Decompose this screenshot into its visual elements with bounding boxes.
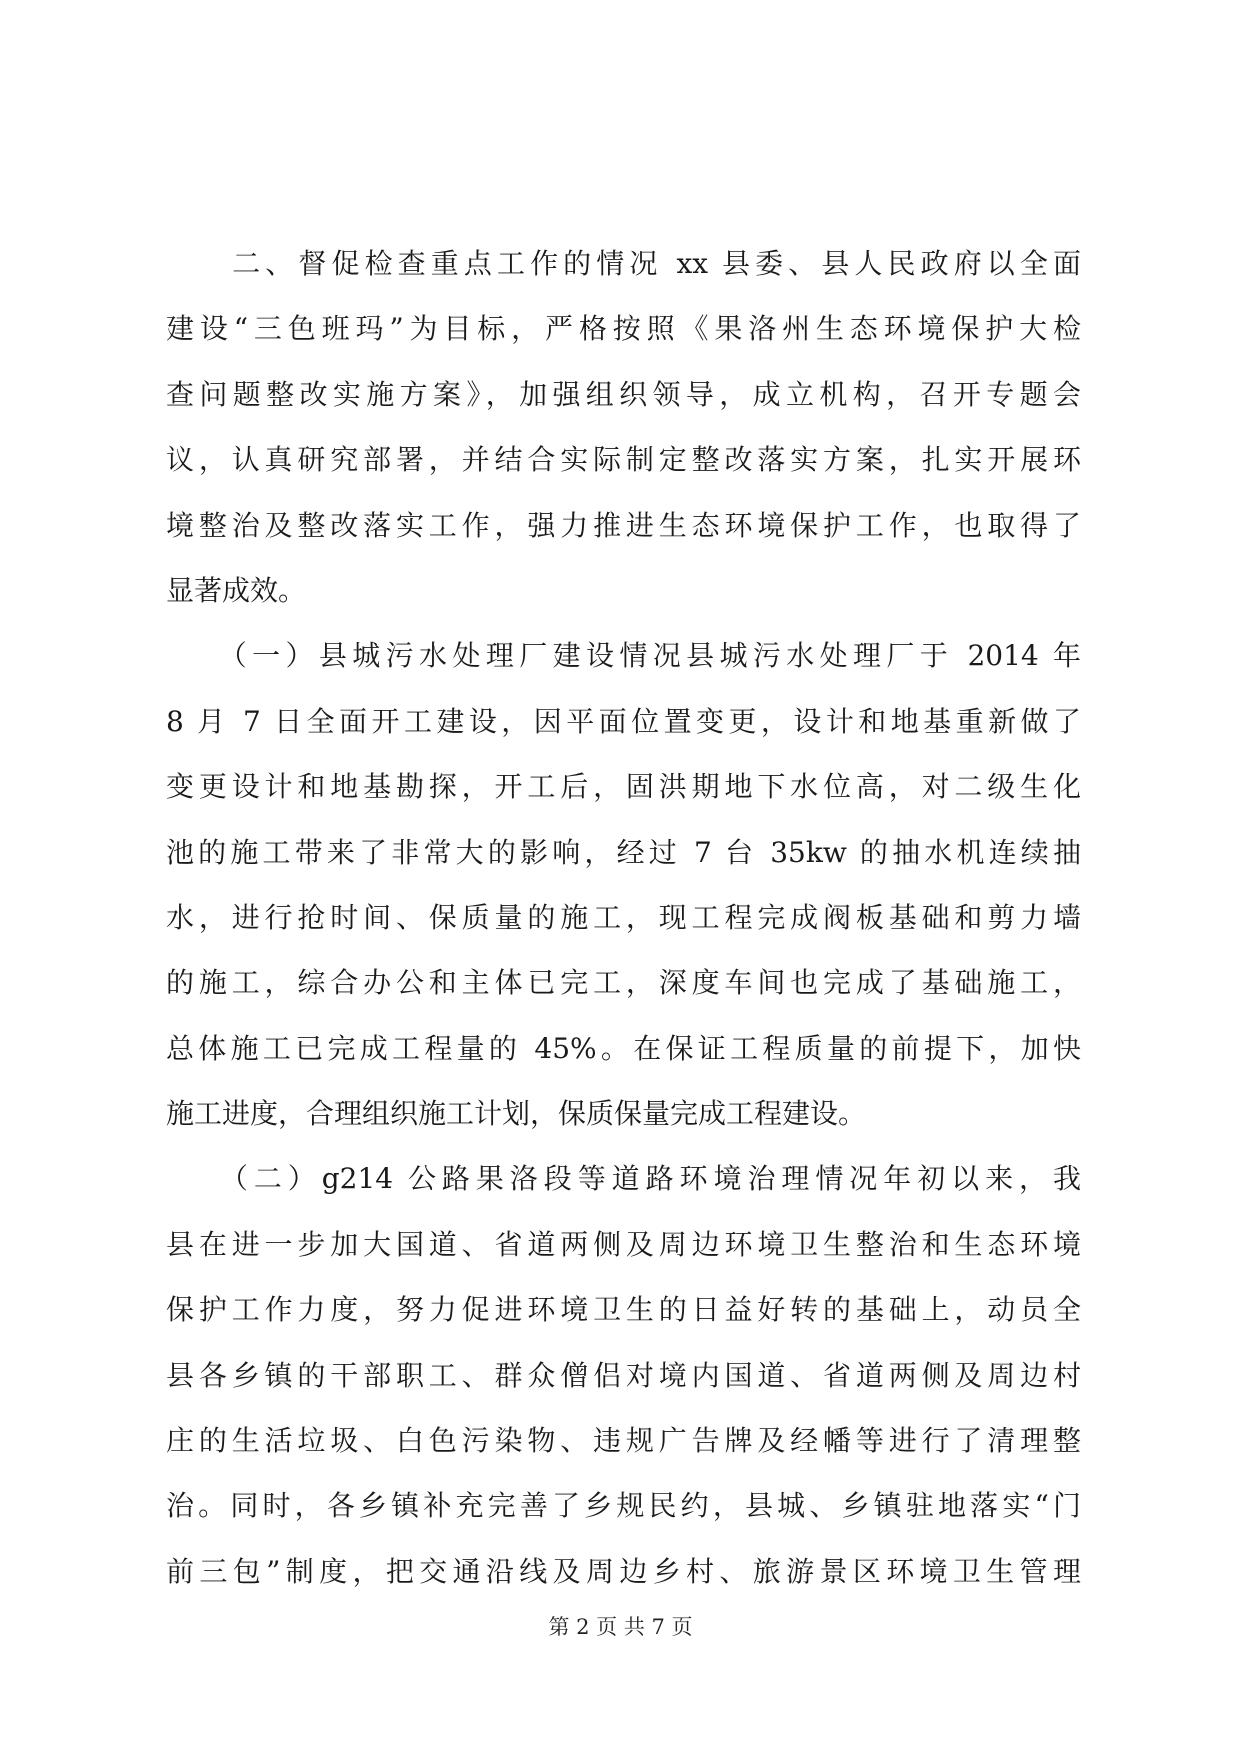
body-text [166, 231, 1081, 1604]
text-line: 水，进行抢时间、保质量的施工，现工程完成阀板基础和剪力墙 [166, 900, 1081, 934]
text-line: 池的施工带来了非常大的影响，经过 7 台 35kw 的抽水机连续抽 [166, 835, 1081, 869]
text-line: 县在进一步加大国道、省道两侧及周边环境卫生整治和生态环境 [166, 1227, 1081, 1261]
text-line: 总体施工已完成工程量的 45%。在保证工程质量的前提下，加快 [166, 1031, 1081, 1065]
text-line: 建设“三色班玛”为目标，严格按照《果洛州生态环境保护大检 [166, 312, 1081, 346]
text-line: 治。同时，各乡镇补充完善了乡规民约，县城、乡镇驻地落实“门 [166, 1489, 1081, 1523]
text-line: 前三包”制度，把交通沿线及周边乡村、旅游景区环境卫生管理 [166, 1554, 1081, 1588]
text-line: 变更设计和地基勘探，开工后，固洪期地下水位高，对二级生化 [166, 770, 1081, 804]
text-line: 保护工作力度，努力促进环境卫生的日益好转的基础上，动员全 [166, 1293, 1081, 1327]
text-line: （一）县城污水处理厂建设情况县城污水处理厂于 2014 年 [166, 639, 1081, 673]
text-line: 施工进度，合理组织施工计划，保质保量完成工程建设。 [166, 1097, 867, 1131]
text-line: 县各乡镇的干部职工、群众僧侣对境内国道、省道两侧及周边村 [166, 1358, 1081, 1392]
text-line: 境整治及整改落实工作，强力推进生态环境保护工作，也取得了 [166, 508, 1081, 542]
text-line: 显著成效。 [166, 573, 307, 607]
text-line: 二、督促检查重点工作的情况 xx 县委、县人民政府以全面 [166, 247, 1081, 280]
text-line: （二）g214 公路果洛段等道路环境治理情况年初以来，我 [166, 1162, 1081, 1196]
text-line: 8 月 7 日全面开工建设，因平面位置变更，设计和地基重新做了 [166, 704, 1081, 738]
text-line: 庄的生活垃圾、白色污染物、违规广告牌及经幡等进行了清理整 [166, 1424, 1081, 1458]
page-footer: 第 2 页 共 7 页 [548, 1615, 693, 1639]
text-line: 查问题整改实施方案》，加强组织领导，成立机构，召开专题会 [166, 377, 1081, 411]
text-line: 议，认真研究部署，并结合实际制定整改落实方案，扎实开展环 [166, 443, 1081, 477]
text-line: 的施工，综合办公和主体已完工，深度车间也完成了基础施工， [166, 966, 1081, 1000]
